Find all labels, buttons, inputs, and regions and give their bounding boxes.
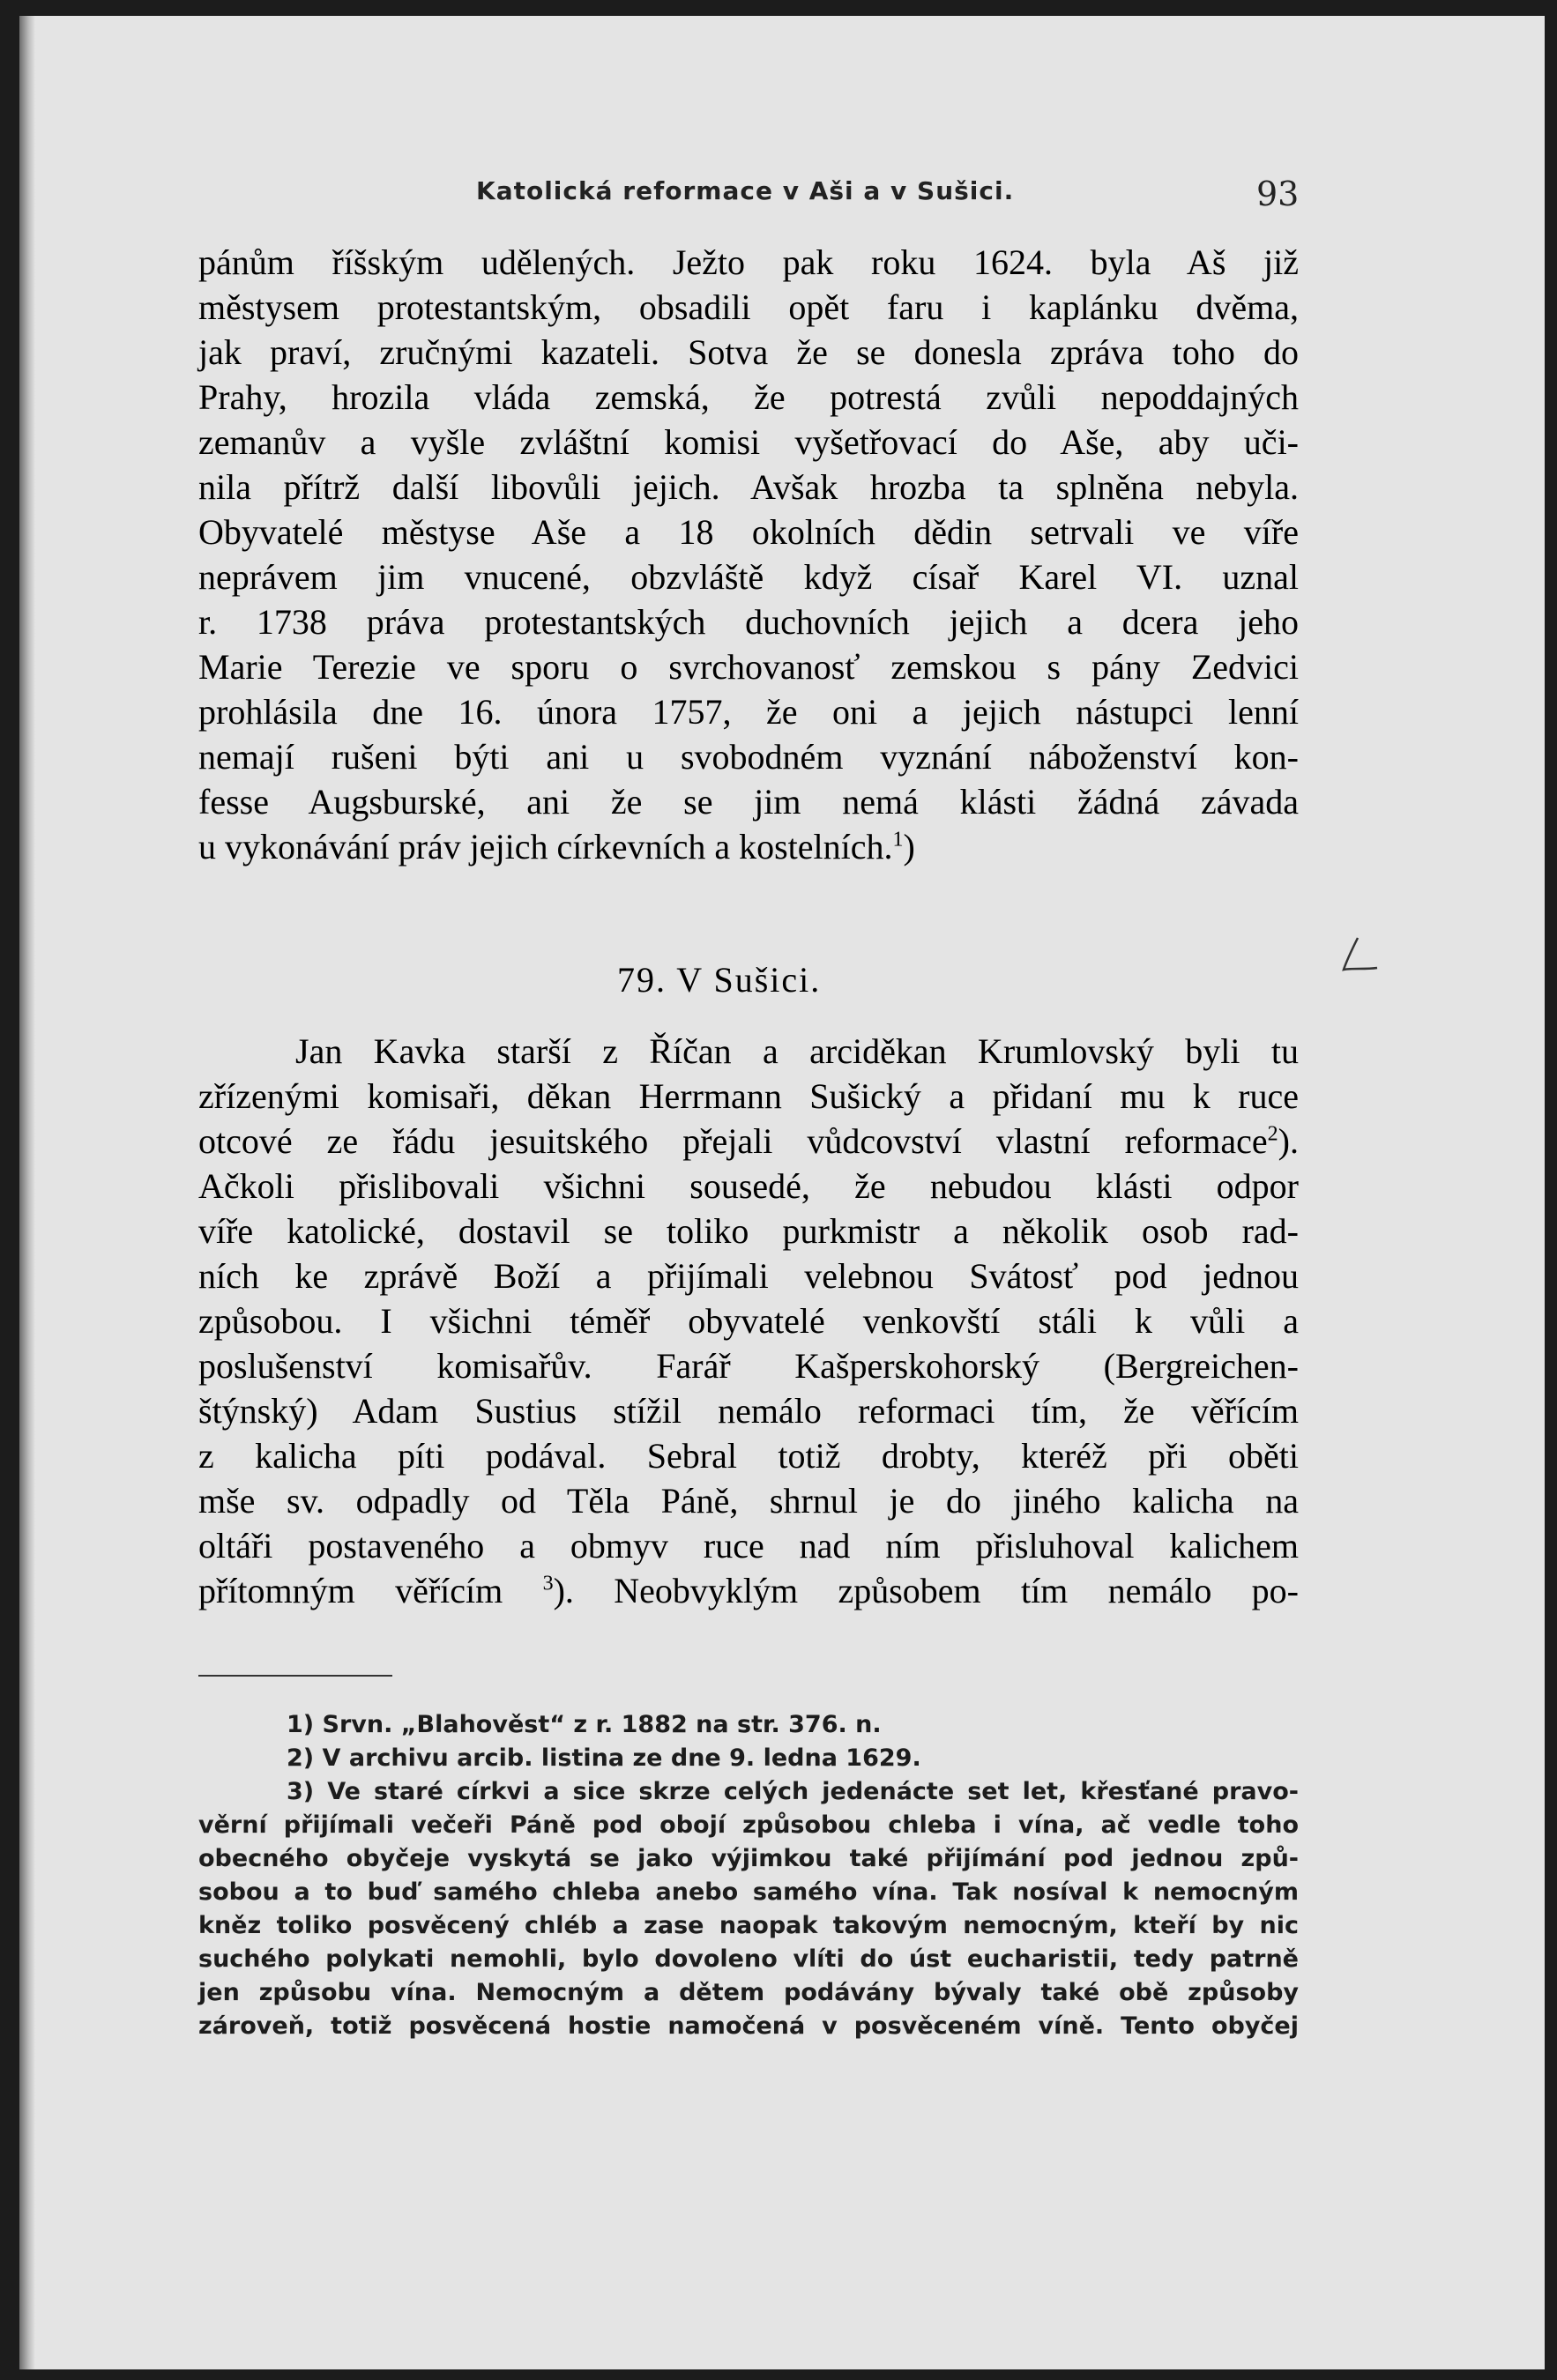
footnotes	[198, 1708, 1299, 2043]
text-line	[198, 824, 1299, 869]
footnote-3-line: obecného obyčeje vyskytá se jako výjimkou také přijímání pod jednou způ-	[198, 1845, 1299, 1872]
footnote-3-line: sobou a to buď samého chleba anebo samého vína. Tak nosíval k nemocným	[198, 1878, 1299, 1906]
text-line	[198, 1568, 1299, 1613]
text-line: městysem protestantským, obsadili opět faru i kaplánku dvěma,	[198, 287, 1299, 327]
text-line: Jan Kavka starší z Říčan a arciděkan Krumlovský byli tu	[295, 1031, 1299, 1071]
text-line: mše sv. odpadly od Těla Páně, shrnul je do jiného kalicha na	[198, 1481, 1299, 1521]
text-line-content: Neobvyklým způsobem tím nemálo po-	[614, 1571, 1299, 1610]
running-title: Katolická reformace v Aši a v Sušici.	[476, 176, 1015, 205]
text-line: prohlásila dne 16. února 1757, že oni a jejich nástupci lenní	[198, 692, 1299, 732]
text-line: zřízenými komisaři, děkan Herrmann Sušický a přidaní mu k ruce	[198, 1076, 1299, 1116]
footnote-3-line: suchého polykati nemohli, bylo dovoleno vlíti do úst eucharistii, tedy patrně	[198, 1945, 1299, 1973]
text-line	[198, 1119, 1299, 1164]
text-line: poslušenství komisařův. Farář Kašperskohorský (Bergreichen-	[198, 1346, 1299, 1386]
footnote-mark: 1)	[287, 1711, 315, 1738]
footnote-mark: 3)	[287, 1778, 315, 1805]
text-line-content: u vykonávání práv jejich církevních a kostelních.	[198, 827, 893, 866]
footnote-text: Ve staré církvi a sice skrze celých jedenácte set let, křesťané pravo-	[327, 1778, 1299, 1805]
text-line: nila přítrž další libovůli jejich. Avšak hrozba ta splněna nebyla.	[198, 467, 1299, 507]
footnote-ref-close: ).	[553, 1571, 574, 1610]
footnote-text: Srvn. „Blahověst“ z r. 1882 na str. 376. n.	[322, 1711, 882, 1738]
footnote-3-line: jen způsobu vína. Nemocným a dětem podávány bývaly také obě způsoby	[198, 1979, 1299, 2006]
pencil-margin-mark	[1338, 934, 1382, 978]
text-line: štýnský) Adam Sustius stížil nemálo reformaci tím, že věřícím	[198, 1391, 1299, 1431]
text-line: zemanův a vyšle zvláštní komisi vyšetřovací do Aše, aby uči-	[198, 422, 1299, 462]
footnote-ref-close: )	[903, 827, 915, 866]
section-heading: 79. V Sušici.	[617, 960, 822, 1000]
footnote-1	[198, 1708, 1299, 1742]
text-line: nemají rušeni býti ani u svobodném vyznání náboženství kon-	[198, 737, 1299, 777]
text-line: způsobou. I všichni téměř obyvatelé venkovští stáli k vůli a	[198, 1301, 1299, 1341]
text-line: Prahy, hrozila vláda zemská, že potrestá zvůli nepoddajných	[198, 377, 1299, 417]
text-line: Marie Terezie ve sporu o svrchovanosť zemskou s pány Zedvici	[198, 647, 1299, 687]
footnote-ref-2[interactable]: 2	[1267, 1122, 1278, 1146]
text-line: oltáři postaveného a obmyv ruce nad ním přisluhoval kalichem	[198, 1526, 1299, 1566]
text-line: r. 1738 práva protestantských duchovních jejich a dcera jeho	[198, 602, 1299, 642]
footnote-3-line: zároveň, totiž posvěcená hostie namočená v posvěceném víně. Tento obyčej	[198, 2012, 1299, 2040]
footnote-divider	[198, 1675, 392, 1677]
footnote-ref-3[interactable]: 3	[542, 1572, 554, 1595]
text-line: fesse Augsburské, ani že se jim nemá klásti žádná závada	[198, 782, 1299, 822]
footnote-3-line: kněz toliko posvěcený chléb a zase naopak takovým nemocným, kteří by nic	[198, 1912, 1299, 1939]
footnote-3-line: věrní přijímali večeři Páně pod obojí způsobou chleba i vína, ač vedle toho	[198, 1811, 1299, 1839]
text-line: ních ke zprávě Boží a přijímali velebnou Svátosť pod jednou	[198, 1256, 1299, 1296]
page-spine-shadow	[19, 16, 35, 2369]
text-line: víře katolické, dostavil se toliko purkmistr a několik osob rad-	[198, 1211, 1299, 1251]
footnote-ref-close: ).	[1278, 1121, 1299, 1161]
text-line: neprávem jim vnucené, obzvláště když císař Karel VI. uznal	[198, 557, 1299, 597]
footnote-3	[198, 1775, 1299, 1809]
text-line: Ačkoli přislibovali všichni sousedé, že nebudou klásti odpor	[198, 1166, 1299, 1206]
text-line-content: přítomným věřícím	[198, 1571, 503, 1610]
text-line: pánům říšským udělených. Ježto pak roku 1624. byla Aš již	[198, 242, 1299, 282]
page-number: 93	[1256, 175, 1300, 213]
footnote-text: V archivu arcib. listina ze dne 9. ledna 1629.	[322, 1744, 921, 1772]
text-line: Obyvatelé městyse Aše a 18 okolních dědin setrvali ve víře	[198, 512, 1299, 552]
paragraph-1	[198, 240, 1299, 869]
footnote-2	[198, 1742, 1299, 1775]
footnote-mark: 2)	[287, 1744, 315, 1772]
text-line: jak praví, zručnými kazateli. Sotva že se donesla zpráva toho do	[198, 332, 1299, 372]
text-line: z kalicha píti podával. Sebral totiž drobty, kteréž při oběti	[198, 1436, 1299, 1476]
text-line-content: otcové ze řádu jesuitského přejali vůdcovství vlastní reformace	[198, 1121, 1268, 1161]
paragraph-2	[198, 1029, 1299, 1613]
footnote-ref-1[interactable]: 1	[892, 828, 904, 852]
